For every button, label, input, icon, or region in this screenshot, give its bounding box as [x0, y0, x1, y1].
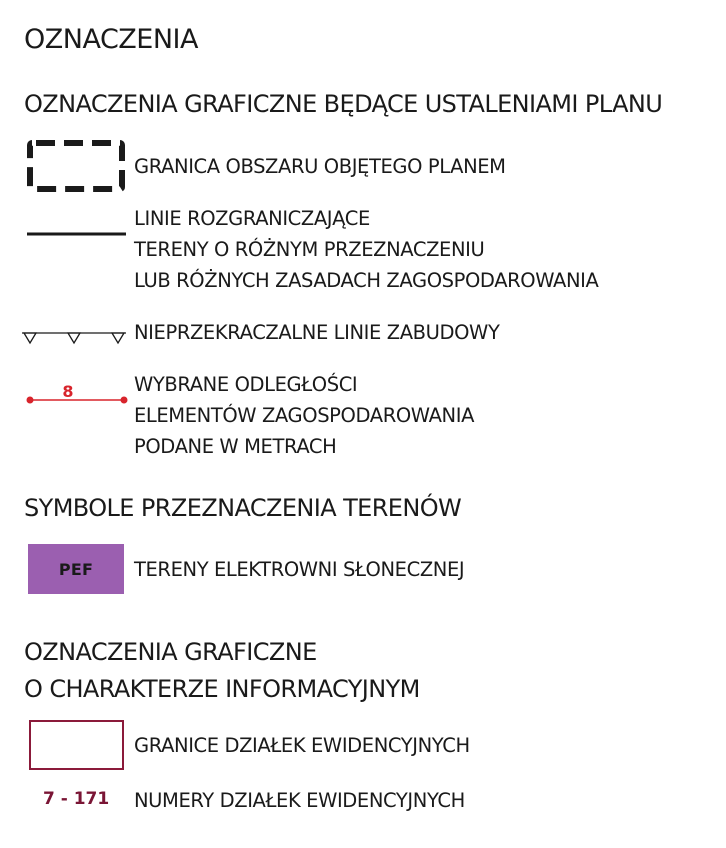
parcel-boundaries-label: GRANICE DZIAŁEK EWIDENCYJNYCH	[134, 734, 470, 757]
section-heading-informative	[24, 634, 420, 708]
distances-label	[134, 369, 474, 462]
parcel-numbers-label: NUMERY DZIAŁEK EWIDENCYJNYCH	[134, 789, 465, 812]
pef-label: TERENY ELEKTROWNI SŁONECZNEJ	[134, 558, 465, 581]
dimension-value: 8	[62, 382, 74, 401]
triangle-line-icon	[22, 330, 126, 348]
dimension-line-icon	[26, 382, 128, 406]
building-lines-label: NIEPRZEKRACZALNE LINIE ZABUDOWY	[134, 321, 500, 344]
pef-swatch	[28, 544, 124, 594]
distances-label-line-1: WYBRANE ODLEGŁOŚCI	[134, 373, 358, 396]
informative-heading-line-1: OZNACZENIA GRAFICZNE	[24, 638, 317, 666]
dividing-lines-label	[134, 203, 598, 296]
dividing-lines-label-line-2: TERENY O RÓŻNYM PRZEZNACZENIU	[134, 238, 485, 261]
dashed-rectangle-icon	[27, 140, 125, 192]
pef-code: PEF	[58, 559, 94, 579]
legend-title: OZNACZENIA	[24, 24, 198, 55]
informative-heading-line-2: O CHARAKTERZE INFORMACYJNYM	[24, 675, 420, 703]
distances-label-line-3: PODANE W METRACH	[134, 435, 337, 458]
solid-line-icon	[27, 232, 126, 236]
section-heading-binding: OZNACZENIA GRAFICZNE BĘDĄCE USTALENIAMI PLANU	[24, 90, 663, 118]
parcel-number-sample: 7 - 171	[43, 789, 110, 809]
plan-boundary-label: GRANICA OBSZARU OBJĘTEGO PLANEM	[134, 155, 506, 178]
section-heading-land-use: SYMBOLE PRZEZNACZENIA TERENÓW	[24, 494, 462, 522]
dividing-lines-label-line-3: LUB RÓŻNYCH ZASADACH ZAGOSPODAROWANIA	[134, 269, 599, 292]
distances-label-line-2: ELEMENTÓW ZAGOSPODAROWANIA	[134, 404, 475, 427]
parcel-box-icon	[29, 720, 124, 770]
dividing-lines-label-line-1: LINIE ROZGRANICZAJĄCE	[134, 207, 370, 230]
